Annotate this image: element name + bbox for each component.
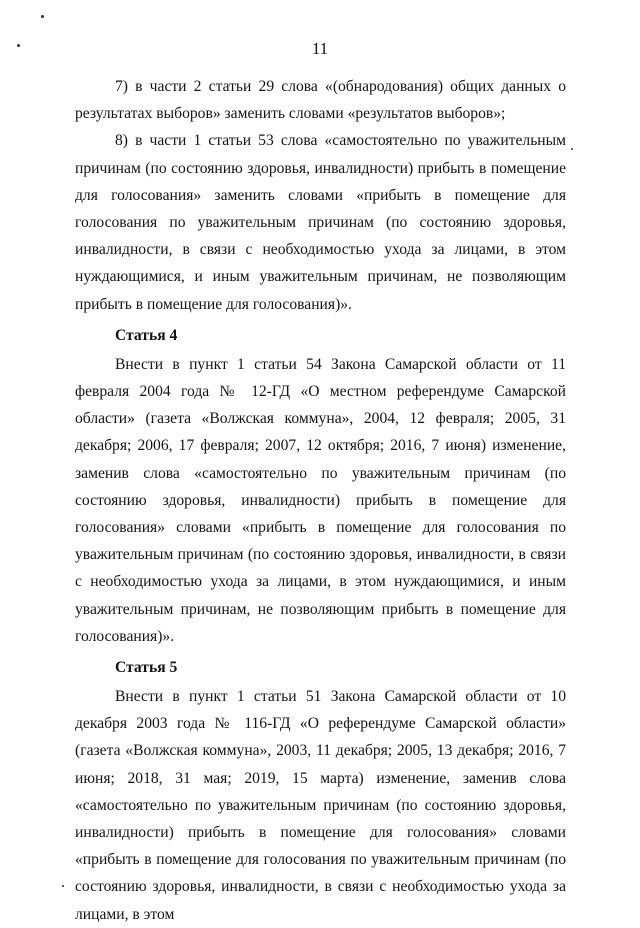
article-4-heading: Статья 4	[115, 326, 178, 344]
scan-speck	[17, 44, 20, 47]
scan-speck	[41, 15, 44, 18]
list-item-8: 8) в части 1 статьи 53 слова «самостоятельно по уважительным причинам (по состоянию здоровья, инвалидности) прибыть в помещение для голосования» заменить словами «прибыть в помещение для голосования по уважительным причинам (по состоянию здоровья, инвалидности, в связи с необходимостью ухода за лицами, в этом нуждающимися, и иным уважительным причинам, не позволяющим прибыть в помещение для голосования)».	[75, 132, 566, 313]
article-4-paragraph: Внести в пункт 1 статьи 54 Закона Самарской области от 11 февраля 2004 года № 12-ГД «О местном референдуме Самарской области» (газета «Волжская коммуна», 2004, 12 февраля; 2005, 31 декабря; 2006, 17 февраля; 2007, 12 октября; 2016, 7 июня) изменение, заменив слова «самостоятельно по уважительным причинам (по состоянию здоровья, инвалидности) прибыть в помещение для голосования» словами «прибыть в помещение для голосования по уважительным причинам (по состоянию здоровья, инвалидности, в связи с необходимостью ухода за лицами, в этом нуждающимися, и иным уважительным причинам, не позволяющим прибыть в помещение для голосования)».	[75, 355, 566, 645]
scan-speck	[571, 148, 573, 150]
article-5-heading: Статья 5	[115, 659, 178, 677]
document-body	[75, 73, 566, 928]
page-number: 11	[311, 39, 329, 58]
list-item-7: 7) в части 2 статьи 29 слова «(обнародования) общих данных о результатах выборов» заменить словами «результатов выборов»;	[75, 78, 566, 123]
scan-speck	[62, 885, 64, 887]
article-5-paragraph: Внести в пункт 1 статьи 51 Закона Самарской области от 10 декабря 2003 года № 116-ГД «О референдуме Самарской области» (газета «Волжская коммуна», 2003, 11 декабря; 2005, 13 декабря; 2016, 7 июня; 2018, 31 мая; 2019, 15 марта) изменение, заменив слова «самостоятельно по уважительным причинам (по состоянию здоровья, инвалидности) прибыть в помещение для голосования» словами «прибыть в помещение для голосования по уважительным причинам (по состоянию здоровья, инвалидности, в связи с необходимостью ухода за лицами, в этом	[75, 688, 566, 923]
